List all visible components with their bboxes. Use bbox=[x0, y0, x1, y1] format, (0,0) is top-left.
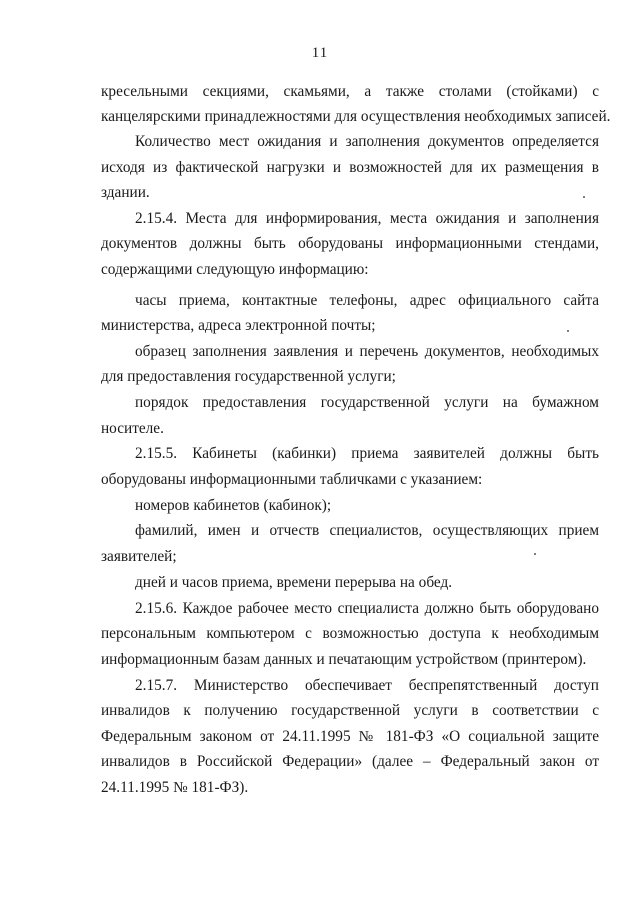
text-line: оборудованы информационными табличками с указанием: bbox=[101, 471, 483, 488]
text-line: порядок предоставления государственной услуги на бумажном bbox=[135, 394, 599, 411]
text-line: 2.15.7. Министерство обеспечивает беспрепятственный доступ bbox=[135, 677, 599, 694]
text-line: заявителей; bbox=[101, 548, 177, 565]
text-line: фамилий, имен и отчеств специалистов, осуществляющих прием bbox=[135, 522, 599, 539]
page-number: 11 bbox=[311, 45, 329, 61]
text-line: инвалидов в Российской Федерации» (далее – Федеральный закон от bbox=[101, 753, 599, 770]
text-line: носителе. bbox=[101, 420, 164, 437]
text-line: Количество мест ожидания и заполнения документов определяется bbox=[135, 133, 599, 150]
text-line: кресельными секциями, скамьями, а также столами (стойками) с bbox=[101, 83, 599, 100]
text-line: 24.11.1995 № 181-ФЗ). bbox=[101, 779, 249, 796]
text-line: 2.15.5. Кабинеты (кабинки) приема заявителей должны быть bbox=[135, 445, 599, 462]
text-line: 2.15.4. Места для информирования, места ожидания и заполнения bbox=[135, 210, 599, 227]
text-line: документов должны быть оборудованы информационными стендами, bbox=[101, 235, 599, 252]
text-line: содержащими следующую информацию: bbox=[101, 261, 369, 278]
text-line: министерства, адреса электронной почты; bbox=[101, 317, 376, 334]
text-line: номеров кабинетов (кабинок); bbox=[135, 497, 332, 514]
text-line: здании. bbox=[101, 184, 150, 201]
scan-speck bbox=[567, 330, 569, 332]
text-line: информационным базам данных и печатающим устройством (принтером). bbox=[101, 651, 587, 668]
text-line: инвалидов к получению государственной услуги в соответствии с bbox=[101, 702, 599, 719]
text-line: 2.15.6. Каждое рабочее место специалиста должно быть оборудовано bbox=[135, 600, 599, 617]
text-line: канцелярскими принадлежностями для осуществления необходимых записей. bbox=[101, 108, 611, 125]
text-line: персональным компьютером с возможностью доступа к необходимым bbox=[101, 625, 599, 642]
text-line: часы приема, контактные телефоны, адрес официального сайта bbox=[135, 292, 599, 309]
text-line: Федеральным законом от 24.11.1995 № 181-ФЗ «О социальной защите bbox=[101, 728, 599, 745]
text-line: для предоставления государственной услуги; bbox=[101, 368, 396, 385]
text-line: образец заполнения заявления и перечень документов, необходимых bbox=[135, 343, 599, 360]
scan-speck bbox=[583, 196, 585, 198]
text-line: дней и часов приема, времени перерыва на обед. bbox=[135, 574, 453, 591]
text-line: исходя из фактической нагрузки и возможностей для их размещения в bbox=[101, 159, 599, 176]
scan-speck bbox=[534, 553, 536, 555]
